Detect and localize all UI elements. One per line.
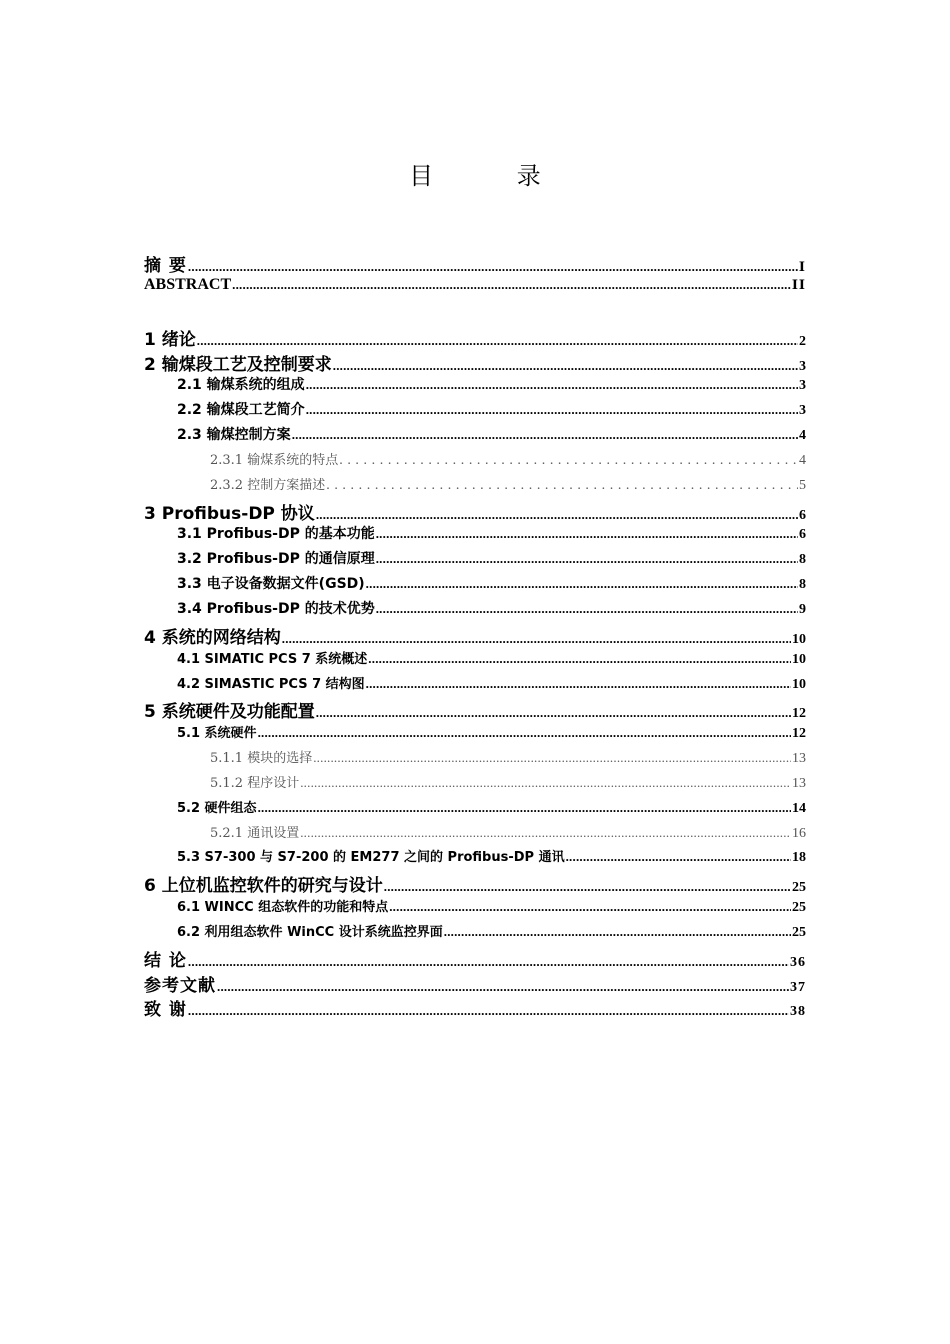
toc-leader-dots [316, 508, 798, 525]
toc-leader-dots [444, 925, 791, 938]
toc-entry-page: 10 [792, 631, 806, 647]
toc-entry-page: 18 [792, 850, 806, 866]
toc-entry-label: 5.1.1 模块的选择 [210, 751, 313, 767]
toc-entry-label: 3 Profibus-DP 协议 [144, 503, 315, 524]
toc-leader-dots [258, 801, 791, 814]
toc-entry-label: 5.2 硬件组态 [177, 800, 257, 816]
toc-entry-page: 37 [790, 979, 806, 995]
toc-entry-section-4-2[interactable] [144, 673, 806, 698]
toc-entry-chapter-6[interactable] [144, 871, 806, 896]
toc-entry-label: 3.1 Profibus-DP 的基本功能 [177, 526, 375, 543]
toc-entry-subsection-5-1-2[interactable] [144, 772, 806, 797]
toc-entry-section-2-3[interactable] [144, 424, 806, 449]
toc-entry-section-6-2[interactable] [144, 921, 806, 946]
toc-entry-page: 25 [792, 924, 806, 940]
toc-leader-dots [188, 260, 798, 277]
toc-entry-conclusion[interactable] [144, 946, 806, 971]
toc-entry-page: 10 [792, 676, 806, 692]
toc-leader-dots [300, 776, 791, 789]
toc-entry-label: 5.1 系统硬件 [177, 726, 257, 742]
toc-entry-subsection-2-3-1[interactable] [144, 449, 806, 474]
toc-entry-abstract-cn[interactable] [144, 251, 806, 276]
toc-entry-label: 4.1 SIMATIC PCS 7 系统概述 [177, 651, 368, 667]
toc-entry-section-5-3[interactable] [144, 846, 806, 871]
toc-entry-label: 4 系统的网络结构 [144, 627, 281, 648]
toc-entry-section-5-2[interactable] [144, 797, 806, 822]
toc-entry-section-5-1[interactable] [144, 722, 806, 747]
toc-leader-dots [232, 278, 791, 294]
toc-entry-section-4-1[interactable] [144, 648, 806, 673]
toc-leader-dots [292, 428, 798, 442]
toc-entry-label: 5 系统硬件及功能配置 [144, 702, 315, 723]
toc-entry-page: 8 [799, 577, 806, 593]
toc-entry-section-2-2[interactable] [144, 399, 806, 424]
toc-entry-label: 2.3.2 控制方案描述 [210, 477, 326, 493]
toc-entry-page: 12 [792, 726, 806, 742]
toc-entry-chapter-1[interactable] [144, 325, 806, 350]
toc-entry-page: 3 [799, 403, 806, 419]
toc-entry-section-3-3[interactable] [144, 573, 806, 598]
toc-entry-page: 3 [799, 378, 806, 394]
toc-entry-page: 3 [799, 358, 806, 374]
page-title: 目 录 [409, 162, 579, 190]
toc-leader-dots [339, 454, 798, 467]
toc-leader-dots [282, 632, 791, 649]
toc-entry-page: 14 [792, 800, 806, 816]
toc-entry-subsection-2-3-2[interactable] [144, 474, 806, 499]
toc-entry-label: ABSTRACT [144, 275, 232, 293]
toc-leader-dots [306, 378, 798, 392]
toc-entry-label: 2.2 输煤段工艺简介 [177, 402, 305, 419]
toc-entry-label: 1 绪论 [144, 329, 196, 350]
toc-leader-dots [326, 479, 798, 492]
toc-entry-page: 5 [799, 477, 806, 493]
toc-entry-page: 10 [792, 651, 806, 667]
toc-leader-dots [376, 527, 798, 541]
toc-leader-dots [389, 900, 791, 913]
toc-entry-page: 6 [799, 527, 806, 543]
toc-entry-label: 6 上位机监控软件的研究与设计 [144, 876, 383, 897]
toc-leader-dots [258, 726, 791, 739]
toc-entry-page: 16 [792, 825, 806, 841]
toc-entry-label: 致 谢 [144, 1000, 187, 1021]
table-of-contents [144, 251, 806, 1020]
toc-entry-label: 5.3 S7-300 与 S7-200 的 EM277 之间的 Profibus-DP 通讯 [177, 850, 565, 866]
toc-entry-label: 4.2 SIMASTIC PCS 7 结构图 [177, 676, 365, 692]
toc-entry-label: 参考文献 [144, 975, 216, 996]
toc-entry-subsection-5-2-1[interactable] [144, 822, 806, 847]
toc-entry-page: 13 [792, 775, 806, 791]
toc-leader-dots [188, 1004, 789, 1021]
toc-leader-dots [366, 577, 798, 591]
toc-entry-abstract-en[interactable] [144, 276, 806, 301]
toc-entry-chapter-4[interactable] [144, 623, 806, 648]
toc-leader-dots [376, 552, 798, 566]
toc-entry-page: II [791, 277, 806, 293]
toc-entry-section-2-1[interactable] [144, 374, 806, 399]
toc-entry-section-6-1[interactable] [144, 896, 806, 921]
toc-entry-references[interactable] [144, 971, 806, 996]
toc-entry-label: 结 论 [144, 950, 187, 971]
toc-leader-dots [306, 403, 798, 417]
toc-entry-acknowledgements[interactable] [144, 995, 806, 1020]
toc-entry-page: 36 [790, 954, 806, 970]
toc-entry-page: 8 [799, 552, 806, 568]
toc-entry-label: 3.3 电子设备数据文件(GSD) [177, 576, 365, 593]
toc-leader-dots [316, 706, 791, 723]
toc-entry-page: I [798, 260, 806, 275]
toc-leader-dots [333, 359, 798, 376]
toc-entry-label: 2.3.1 输煤系统的特点 [210, 452, 339, 468]
toc-entry-label: 3.4 Profibus-DP 的技术优势 [177, 600, 375, 617]
toc-entry-label: 6.2 利用组态软件 WinCC 设计系统监控界面 [177, 924, 443, 940]
toc-entry-label: 5.1.2 程序设计 [210, 775, 300, 791]
toc-entry-chapter-2[interactable] [144, 350, 806, 375]
toc-leader-dots [313, 751, 791, 764]
toc-entry-chapter-5[interactable] [144, 697, 806, 722]
toc-leader-dots [368, 652, 791, 665]
toc-entry-page: 25 [792, 900, 806, 916]
toc-leader-dots [376, 602, 798, 616]
toc-entry-label: 2.1 输煤系统的组成 [177, 377, 305, 394]
toc-entry-page: 12 [792, 706, 806, 722]
toc-entry-page: 38 [790, 1004, 806, 1020]
toc-entry-page: 25 [792, 880, 806, 896]
toc-leader-dots [566, 850, 791, 863]
toc-entry-page: 4 [799, 452, 806, 468]
toc-leader-dots [366, 677, 791, 690]
toc-entry-page: 9 [799, 601, 806, 617]
toc-leader-dots [197, 334, 798, 351]
toc-entry-subsection-5-1-1[interactable] [144, 747, 806, 772]
toc-entry-page: 2 [799, 333, 806, 349]
toc-leader-dots [384, 880, 791, 897]
toc-entry-label: 5.2.1 通讯设置 [210, 825, 300, 841]
toc-entry-label: 3.2 Profibus-DP 的通信原理 [177, 551, 375, 568]
toc-entry-section-3-4[interactable] [144, 598, 806, 623]
toc-entry-section-3-1[interactable] [144, 523, 806, 548]
toc-entry-chapter-3[interactable] [144, 499, 806, 524]
toc-leader-dots [300, 826, 791, 839]
toc-entry-section-3-2[interactable] [144, 548, 806, 573]
toc-leader-dots [217, 980, 789, 997]
toc-leader-dots [188, 955, 789, 972]
toc-entry-page: 6 [799, 507, 806, 523]
toc-entry-page: 4 [799, 428, 806, 444]
spacer [144, 301, 806, 325]
toc-entry-label: 2.3 输煤控制方案 [177, 427, 291, 444]
toc-entry-label: 摘 要 [144, 256, 187, 276]
toc-entry-label: 2 输煤段工艺及控制要求 [144, 354, 332, 375]
toc-entry-label: 6.1 WINCC 组态软件的功能和特点 [177, 900, 389, 916]
toc-entry-page: 13 [792, 751, 806, 767]
